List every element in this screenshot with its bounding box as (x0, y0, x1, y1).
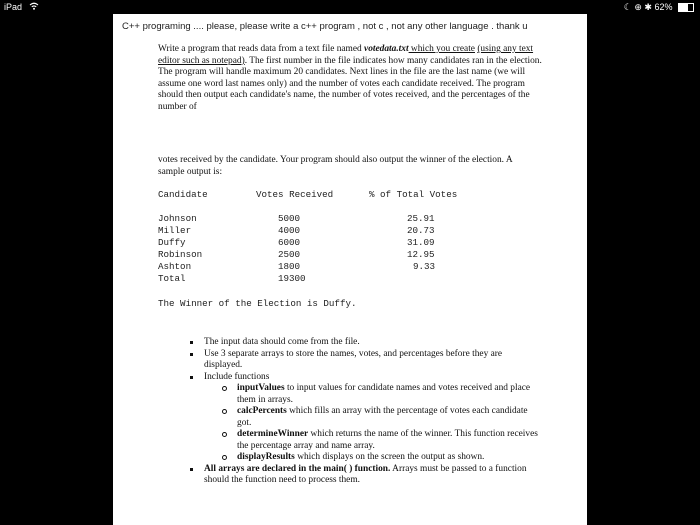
function-name: determineWinner (237, 429, 309, 439)
function-item (188, 429, 538, 452)
sub-bullet-icon (222, 386, 227, 391)
sub-bullet-icon (222, 455, 227, 460)
sample-percent: 20.73 (407, 225, 435, 236)
rotation-lock-icon: ⊕ (634, 2, 642, 12)
sub-bullet-icon (222, 409, 227, 414)
function-text: to input values for candidate names and votes received and place them in arrays. (237, 383, 531, 405)
sample-name: Ashton (158, 261, 192, 272)
question-title: C++ programing .... please, please write a c++ program , not c , not any other language . thank u (122, 21, 528, 32)
intro-filename: votedata.txt (364, 44, 409, 54)
sample-votes: 2500 (278, 249, 301, 260)
requirement-text: Include functions (204, 371, 270, 382)
battery-icon (678, 3, 694, 12)
sample-total-votes: 19300 (278, 273, 306, 284)
sample-name: Duffy (158, 237, 186, 248)
bullet-icon (190, 376, 193, 379)
header-candidate: Candidate (158, 189, 208, 200)
moon-icon: ☾ (623, 2, 632, 12)
function-item (188, 452, 538, 464)
status-bar (0, 0, 700, 14)
sample-votes: 4000 (278, 225, 301, 236)
requirement-text: Arrays must be passed to a function should the function need to process them. (204, 463, 527, 485)
sample-percent: 12.95 (407, 249, 435, 260)
function-text: which fills an array with the percentage of votes each candidate got. (237, 406, 528, 428)
bluetooth-icon: ✱ (644, 2, 652, 12)
sample-name: Miller (158, 225, 192, 236)
sub-bullet-icon (222, 432, 227, 437)
function-name: displayResults (237, 452, 295, 462)
question-intro (158, 44, 542, 113)
function-name: inputValues (237, 383, 285, 393)
sample-name: Johnson (158, 213, 197, 224)
requirement-item (188, 464, 538, 487)
requirement-text: Use 3 separate arrays to store the names, votes, and percentages before they are displayed. (204, 348, 503, 370)
requirements-list (188, 337, 538, 487)
sample-total-label: Total (158, 273, 186, 284)
sample-percent: 31.09 (407, 237, 435, 248)
continued-text: votes received by the candidate. Your program should also output the winner of the election. A sample output is: (158, 155, 513, 177)
intro-part-1: Write a program that reads data from a text file named (158, 44, 365, 54)
requirement-item (188, 337, 538, 349)
wifi-icon (29, 2, 39, 10)
question-continued (158, 155, 528, 178)
bullet-icon (190, 341, 193, 344)
battery-fill (679, 4, 688, 11)
intro-rest: . The first number in the file indicates how many candidates ran in the election. The program will handle maximum 20 candidates. Next lines in the file are the last name (we will assume one word last names only) and the number of votes each candidate received. The program should then output each candidate's name, the number of votes received, and the percentages of the number of (158, 55, 542, 112)
function-item (188, 406, 538, 429)
requirement-bold: All arrays are declared in the main( ) function. (204, 463, 391, 474)
sample-percent: 9.33 (413, 261, 436, 272)
requirement-item (188, 349, 538, 372)
sample-name: Robinson (158, 249, 203, 260)
header-votes: Votes Received (256, 189, 334, 200)
function-text: which displays on the screen the output as shown. (294, 452, 485, 462)
requirement-item (188, 372, 538, 384)
header-percent: % of Total Votes (369, 189, 458, 200)
intro-underlined: (using any text editor such as notepad) (158, 44, 534, 66)
intro-part-2: which you create (408, 44, 475, 54)
battery-percent: 62% (654, 2, 673, 12)
sample-votes: 5000 (278, 213, 301, 224)
function-item (188, 383, 538, 406)
sample-percent: 25.91 (407, 213, 435, 224)
bullet-icon (190, 468, 193, 471)
requirement-text: The input data should come from the file. (204, 337, 360, 347)
sample-winner-line: The Winner of the Election is Duffy. (158, 298, 357, 309)
device-name: iPad (4, 2, 23, 12)
status-right (624, 2, 694, 13)
sample-votes: 1800 (278, 261, 301, 272)
function-name: calcPercents (237, 406, 287, 416)
bullet-icon (190, 353, 193, 356)
status-left (4, 2, 39, 12)
sample-votes: 6000 (278, 237, 301, 248)
question-page (113, 14, 587, 525)
sample-output (158, 189, 578, 329)
function-text: which returns the name of the winner. This function receives the percentage array and name array. (237, 429, 538, 451)
